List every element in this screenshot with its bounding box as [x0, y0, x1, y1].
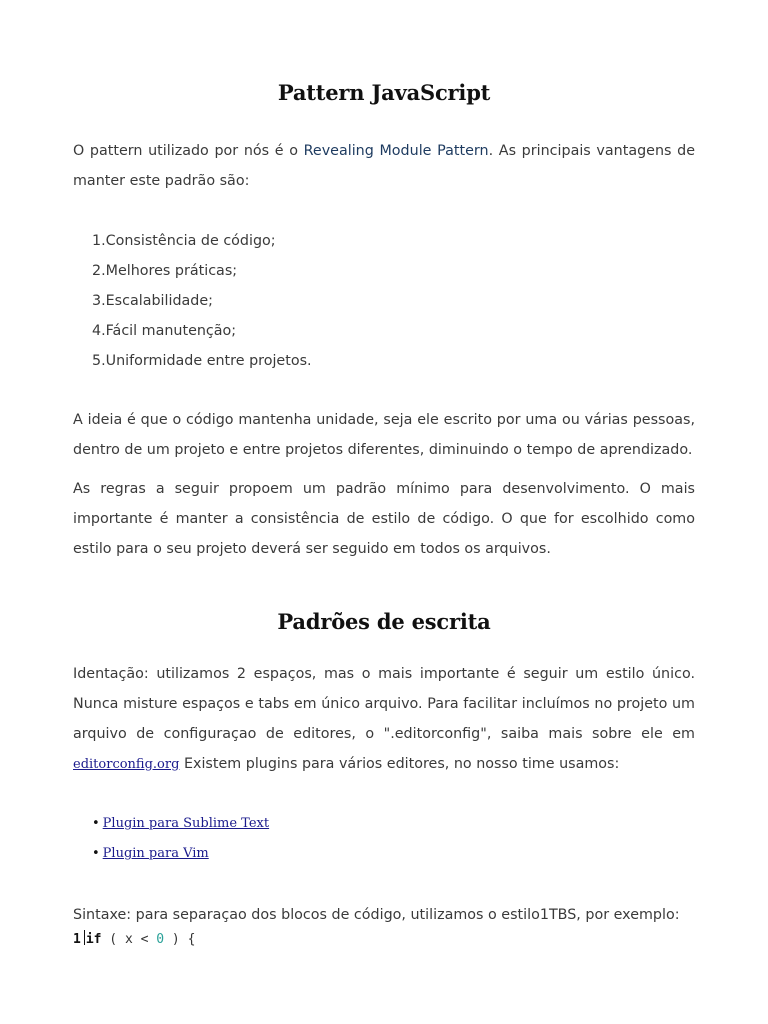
editorconfig-link[interactable]: editorconfig.org [73, 757, 180, 772]
list-item [92, 809, 269, 839]
list-item: 2.Melhores práticas; [92, 263, 238, 279]
list-item: 5.Uniformidade entre projetos. [92, 353, 312, 369]
vim-plugin-link[interactable]: Plugin para Vim [102, 846, 209, 861]
list-item: 3.Escalabilidade; [92, 293, 213, 309]
list-item: 4.Fácil manutenção; [92, 323, 237, 339]
code-text: ) { [164, 932, 196, 947]
revealing-module-pattern-link[interactable]: Revealing Module Pattern [303, 143, 489, 159]
code-text: ( x < [101, 932, 157, 947]
bullet-icon: • [92, 816, 100, 831]
text-cursor-icon [84, 930, 85, 945]
indentation-text-end: Existem plugins para vários editores, no nosso time usamos: [179, 756, 620, 772]
bullet-icon: • [92, 846, 100, 861]
list-item [92, 839, 269, 869]
page-title: Pattern JavaScript [277, 80, 491, 105]
indentation-text-start: Identação: utilizamos 2 espaços, mas o mais importante é seguir um estilo único. Nunca misture espaços e tabs em único arquivo. Para facilitar incluímos no projeto um arquivo de configuraçao de editores, o ".editorconfig", saiba mais sobre ele em [73, 666, 695, 742]
sublime-plugin-link[interactable]: Plugin para Sublime Text [102, 816, 270, 831]
code-keyword: if [85, 932, 102, 947]
syntax-paragraph: Sintaxe: para separaçao dos blocos de código, utilizamos o estilo1TBS, por exemplo: [73, 907, 680, 923]
section-heading-writing-standards: Padrões de escrita [277, 609, 491, 634]
intro-text-start: O pattern utilizado por nós é o [73, 143, 304, 159]
list-item: 1.Consistência de código; [92, 233, 276, 249]
code-snippet [73, 930, 195, 950]
advantages-list [92, 226, 312, 376]
rules-paragraph: As regras a seguir propoem um padrão mínimo para desenvolvimento. O mais importante é manter a consistência de estilo de código. O que for escolhido como estilo para o seu projeto deverá ser seguido em todos os arquivos. [73, 481, 695, 557]
plugins-list [92, 809, 269, 869]
code-number: 0 [156, 932, 165, 947]
intro-paragraph [73, 136, 695, 196]
idea-paragraph: A ideia é que o código mantenha unidade, seja ele escrito por uma ou várias pessoas, dentro de um projeto e entre projetos diferentes, diminuindo o tempo de aprendizado. [73, 412, 695, 458]
indentation-paragraph [73, 659, 695, 780]
intro-text-end: . As principais vantagens de manter este padrão são: [73, 143, 695, 189]
code-line-number: 1 [73, 932, 81, 947]
